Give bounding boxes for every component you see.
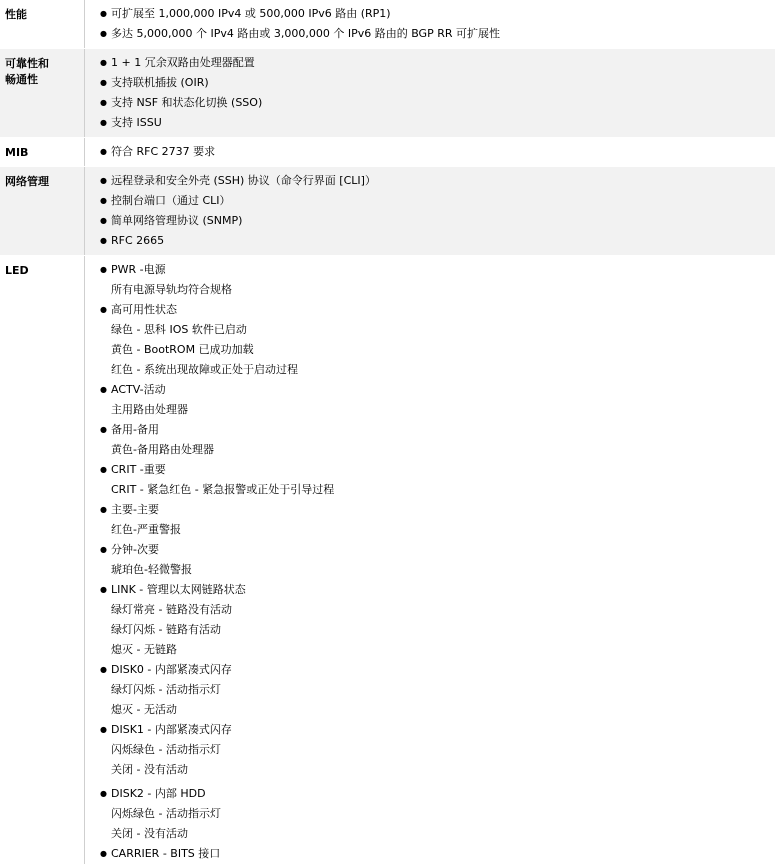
spec-values (85, 0, 775, 48)
sub-item: 关闭 - 没有活动 (111, 827, 188, 840)
bullet-item: ● RFC 2665 (100, 231, 775, 251)
spec-values (85, 49, 775, 137)
bullet-item: ● CARRIER - BITS 接口 (100, 844, 775, 864)
spec-label: MIB (0, 138, 85, 166)
bullet-item: ● 多达 5,000,000 个 IPv4 路由或 3,000,000 个 IPv6 路由的 BGP RR 可扩展性 (100, 24, 775, 44)
bullet-item: ● CRIT -重要 (100, 460, 775, 480)
spec-values (85, 256, 775, 864)
bullet-item: ● DISK1 - 内部紧凑式闪存 (100, 720, 775, 740)
sub-item: 黄色 - BootROM 已成功加载 (111, 343, 254, 356)
bullet-item: ● 简单网络管理协议 (SNMP) (100, 211, 775, 231)
bullet-item: ● 可扩展至 1,000,000 IPv4 或 500,000 IPv6 路由 (RP1) (100, 4, 775, 24)
bullet-item: ● 支持 ISSU (100, 113, 775, 133)
bullet-item: ● LINK - 管理以太网链路状态 (100, 580, 775, 600)
spec-label: LED (0, 256, 85, 864)
sub-item: 绿灯闪烁 - 链路有活动 (111, 623, 221, 636)
bullet-item: ● DISK0 - 内部紧凑式闪存 (100, 660, 775, 680)
bullet-item: ● ACTV-活动 (100, 380, 775, 400)
bullet-item: ● DISK2 - 内部 HDD (100, 784, 775, 804)
bullet-item: ● 支持联机插拔 (OIR) (100, 73, 775, 93)
spec-label: 可靠性和 畅通性 (0, 49, 85, 137)
spec-label: 性能 (0, 0, 85, 48)
sub-item: 闪烁绿色 - 活动指示灯 (111, 807, 221, 820)
sub-item: 黄色-备用路由处理器 (111, 443, 214, 456)
bullet-item: ● 高可用性状态 (100, 300, 775, 320)
sub-item: 琥珀色-轻微警报 (111, 563, 192, 576)
sub-item: 所有电源导轨均符合规格 (111, 283, 232, 296)
bullet-item: ● 1 + 1 冗余双路由处理器配置 (100, 53, 775, 73)
spec-row-performance (0, 0, 775, 49)
sub-item: 闪烁绿色 - 活动指示灯 (111, 743, 221, 756)
spec-values (85, 138, 775, 166)
sub-item: 红色 - 系统出现故障或正处于启动过程 (111, 363, 298, 376)
sub-item: CRIT - 紧急红色 - 紧急报警或正处于引导过程 (111, 483, 335, 496)
sub-item: 熄灭 - 无活动 (111, 703, 177, 716)
spec-values (85, 167, 775, 255)
sub-item: 红色-严重警报 (111, 523, 181, 536)
bullet-item: ● 支持 NSF 和状态化切换 (SSO) (100, 93, 775, 113)
bullet-item: ● 主要-主要 (100, 500, 775, 520)
bullet-item: ● PWR -电源 (100, 260, 775, 280)
sub-item: 主用路由处理器 (111, 403, 188, 416)
spec-row-led (0, 256, 775, 865)
sub-item: 绿灯常亮 - 链路没有活动 (111, 603, 232, 616)
bullet-item: ● 远程登录和安全外壳 (SSH) 协议（命令行界面 [CLI]） (100, 171, 775, 191)
spec-row-mib (0, 138, 775, 167)
sub-item: 绿色 - 思科 IOS 软件已启动 (111, 323, 247, 336)
bullet-item: ● 分钟-次要 (100, 540, 775, 560)
sub-item: 熄灭 - 无链路 (111, 643, 177, 656)
bullet-item: ● 备用-备用 (100, 420, 775, 440)
bullet-item: ● 符合 RFC 2737 要求 (100, 142, 775, 162)
spec-row-reliability (0, 49, 775, 138)
sub-item: 关闭 - 没有活动 (111, 763, 188, 776)
spec-row-network-management (0, 167, 775, 256)
bullet-item: ● 控制台端口（通过 CLI） (100, 191, 775, 211)
spec-label: 网络管理 (0, 167, 85, 255)
sub-item: 绿灯闪烁 - 活动指示灯 (111, 683, 221, 696)
